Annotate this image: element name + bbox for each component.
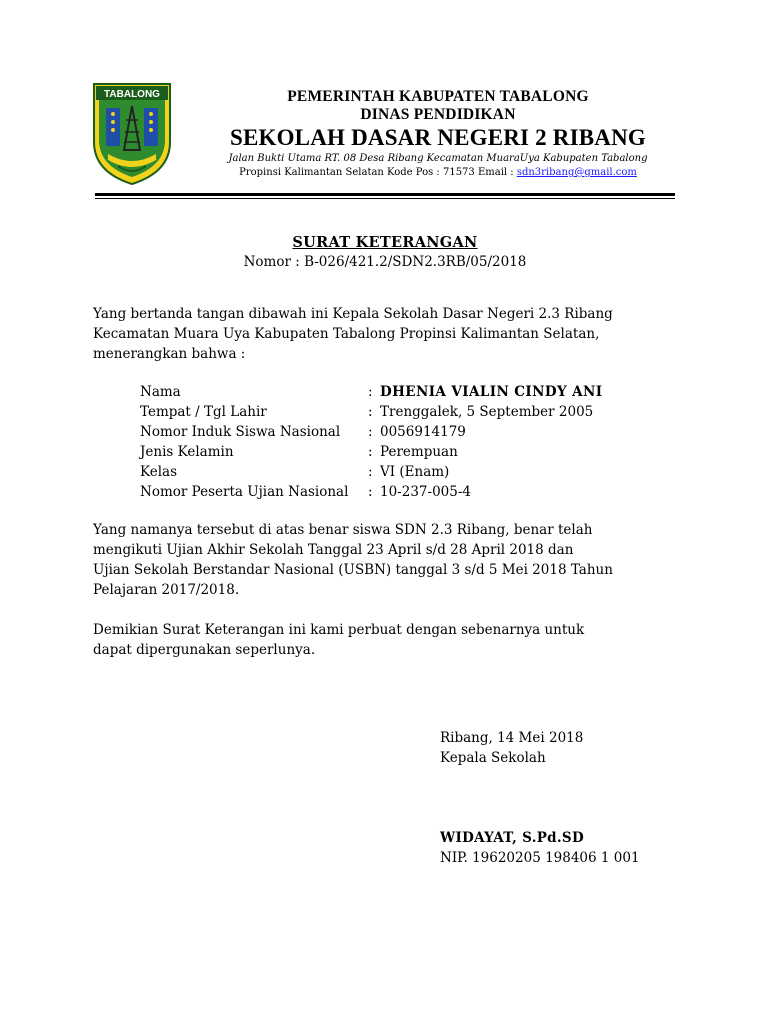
- email-link[interactable]: sdn3ribang@gmail.com: [516, 167, 637, 178]
- letterhead-divider-thick: [95, 193, 675, 196]
- field-label: Nomor Induk Siswa Nasional: [140, 424, 341, 440]
- field-row-name: [140, 382, 602, 402]
- field-colon: :: [368, 464, 373, 480]
- field-colon: :: [368, 404, 373, 420]
- field-row-exam-number: [140, 482, 602, 502]
- signature-footer: [440, 828, 640, 868]
- signer-name: WIDAYAT, S.Pd.SD: [440, 830, 584, 846]
- field-label: Nama: [140, 384, 181, 400]
- letter-number: Nomor : B-026/421.2/SDN2.3RB/05/2018: [243, 254, 527, 270]
- signature-header: [440, 728, 583, 768]
- tabalong-emblem-logo: [90, 80, 174, 186]
- closing-paragraph: [93, 620, 675, 660]
- statement-line: Yang namanya tersebut di atas benar siswa SDN 2.3 Ribang, benar telah: [93, 522, 593, 538]
- school-address: Jalan Bukti Utama RT. 08 Desa Ribang Kecamatan MuaraUya Kabupaten Tabalong: [228, 153, 648, 164]
- field-value: VI (Enam): [380, 464, 450, 480]
- letterhead-divider-thin: [95, 198, 675, 199]
- field-row-class: [140, 462, 602, 482]
- signer-nip: NIP. 19620205 198406 1 001: [440, 850, 640, 866]
- student-data-list: [140, 382, 602, 502]
- field-row-gender: [140, 442, 602, 462]
- department-name: DINAS PENDIDIKAN: [360, 106, 516, 123]
- government-name: PEMERINTAH KABUPATEN TABALONG: [287, 88, 589, 105]
- statement-line: Ujian Sekolah Berstandar Nasional (USBN) tanggal 3 s/d 5 Mei 2018 Tahun: [93, 562, 613, 578]
- closing-line: dapat dipergunakan seperlunya.: [93, 642, 316, 658]
- letterhead: [178, 88, 698, 180]
- field-value: 0056914179: [380, 424, 466, 440]
- field-row-nisn: [140, 422, 602, 442]
- opening-paragraph: [93, 304, 675, 364]
- field-colon: :: [368, 384, 373, 400]
- field-value: 10-237-005-4: [380, 484, 471, 500]
- field-row-birth: [140, 402, 602, 422]
- school-name: SEKOLAH DASAR NEGERI 2 RIBANG: [229, 125, 647, 150]
- statement-paragraph: [93, 520, 675, 600]
- field-value: DHENIA VIALIN CINDY ANI: [380, 384, 603, 400]
- statement-line: Pelajaran 2017/2018.: [93, 582, 240, 598]
- field-label: Nomor Peserta Ujian Nasional: [140, 484, 349, 500]
- opening-line: menerangkan bahwa :: [93, 346, 246, 362]
- opening-line: Kecamatan Muara Uya Kabupaten Tabalong Propinsi Kalimantan Selatan,: [93, 326, 600, 342]
- field-value: Perempuan: [380, 444, 458, 460]
- place-date: Ribang, 14 Mei 2018: [440, 730, 584, 746]
- field-value: Trenggalek, 5 September 2005: [380, 404, 594, 420]
- field-colon: :: [368, 424, 373, 440]
- school-address-line2: [178, 166, 698, 180]
- field-label: Tempat / Tgl Lahir: [140, 404, 267, 420]
- field-label: Kelas: [140, 464, 178, 480]
- closing-line: Demikian Surat Keterangan ini kami perbuat dengan sebenarnya untuk: [93, 622, 585, 638]
- field-colon: :: [368, 484, 373, 500]
- letter-title-block: [95, 234, 675, 272]
- opening-line: Yang bertanda tangan dibawah ini Kepala Sekolah Dasar Negeri 2.3 Ribang: [93, 306, 613, 322]
- field-colon: :: [368, 444, 373, 460]
- postal-info: Propinsi Kalimantan Selatan Kode Pos : 71573 Email :: [239, 167, 517, 178]
- field-label: Jenis Kelamin: [140, 444, 234, 460]
- letter-title: SURAT KETERANGAN: [292, 234, 478, 251]
- statement-line: mengikuti Ujian Akhir Sekolah Tanggal 23 April s/d 28 April 2018 dan: [93, 542, 574, 558]
- signer-position: Kepala Sekolah: [440, 750, 546, 766]
- logo-lettering: TABALONG: [104, 89, 160, 100]
